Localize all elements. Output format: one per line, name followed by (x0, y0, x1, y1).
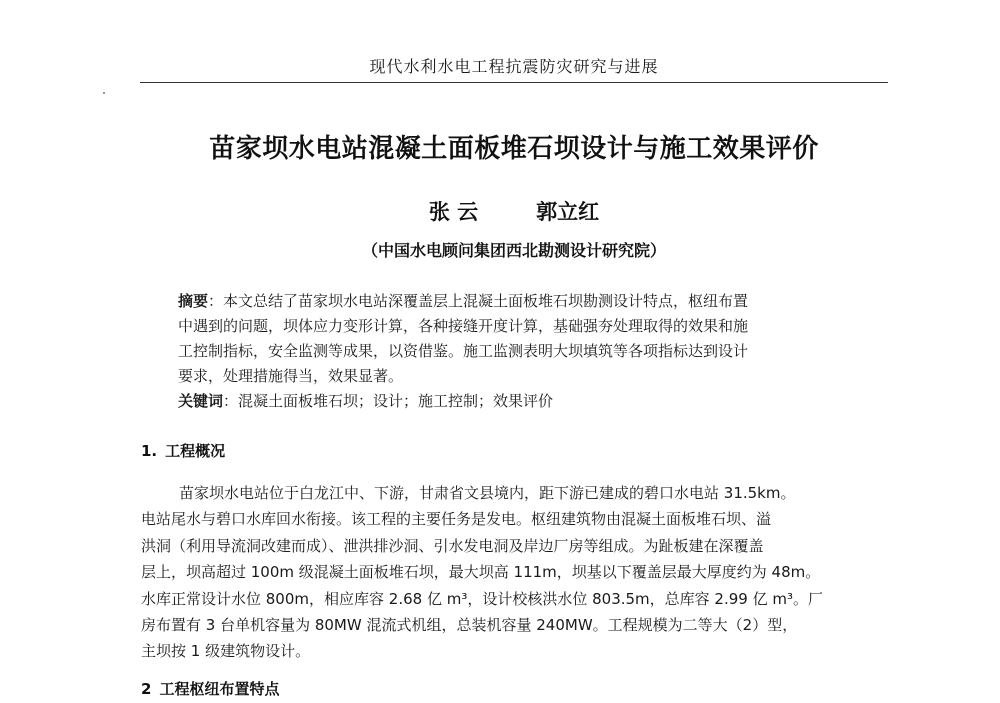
section-1-title: 工程概况 (165, 442, 226, 460)
scan-speck (103, 92, 105, 94)
abstract-line: 要求，处理措施得当，效果显著。 (178, 367, 404, 385)
author-1: 张 云 (428, 199, 479, 224)
paper-title: 苗家坝水电站混凝土面板堆石坝设计与施工效果评价 (209, 134, 819, 164)
section-1-body (141, 480, 889, 665)
keywords-line (178, 389, 853, 414)
abstract (178, 289, 853, 414)
abstract-line (178, 289, 853, 314)
section-2-title: 工程枢纽布置特点 (159, 680, 280, 698)
section-2-number: 2 (141, 680, 152, 698)
author-list (140, 196, 888, 226)
header-rule (140, 82, 888, 83)
section-1-number: 1. (141, 442, 158, 460)
body-line: 层上，坝高超过 100m 级混凝土面板堆石坝，最大坝高 111m，坝基以下覆盖层最大厚度约为 48m。 (141, 563, 821, 582)
running-header: 现代水利水电工程抗震防灾研究与进展 (369, 57, 659, 76)
abstract-text: ：本文总结了苗家坝水电站深覆盖层上混凝土面板堆石坝勘测设计特点，枢纽布置 (208, 292, 749, 310)
abstract-line: 中遇到的问题，坝体应力变形计算，各种接缝开度计算，基础强夯处理取得的效果和施 (178, 317, 749, 335)
body-line: 洪洞（利用导流洞改建而成）、泄洪排沙洞、引水发电洞及岸边厂房等组成。为趾板建在深覆盖 (141, 536, 764, 555)
body-line: 水库正常设计水位 800m，相应库容 2.68 亿 m³，设计校核洪水位 803.5m，总库容 2.99 亿 m³。厂 (141, 589, 823, 608)
author-2: 郭立红 (536, 199, 600, 224)
section-1-heading (141, 440, 225, 461)
abstract-line: 工控制指标，安全监测等成果，以资借鉴。施工监测表明大坝填筑等各项指标达到设计 (178, 342, 749, 360)
body-line: 电站尾水与碧口水库回水衔接。该工程的主要任务是发电。枢纽建筑物由混凝土面板堆石坝、溢 (141, 510, 772, 529)
body-line: 苗家坝水电站位于白龙江中、下游，甘肃省文县境内，距下游已建成的碧口水电站 31.5km。 (179, 484, 796, 502)
keywords-text: ：混凝土面板堆石坝；设计；施工控制；效果评价 (223, 392, 554, 410)
keywords-label: 关键词 (178, 392, 224, 410)
affiliation: （中国水电顾问集团西北勘测设计研究院） (361, 241, 666, 260)
body-line: 房布置有 3 台单机容量为 80MW 混流式机组，总装机容量 240MW。工程规模为二等大（2）型， (141, 615, 798, 634)
section-2-heading (141, 678, 279, 699)
body-line: 主坝按 1 级建筑物设计。 (141, 642, 311, 661)
abstract-label: 摘要 (178, 292, 209, 310)
